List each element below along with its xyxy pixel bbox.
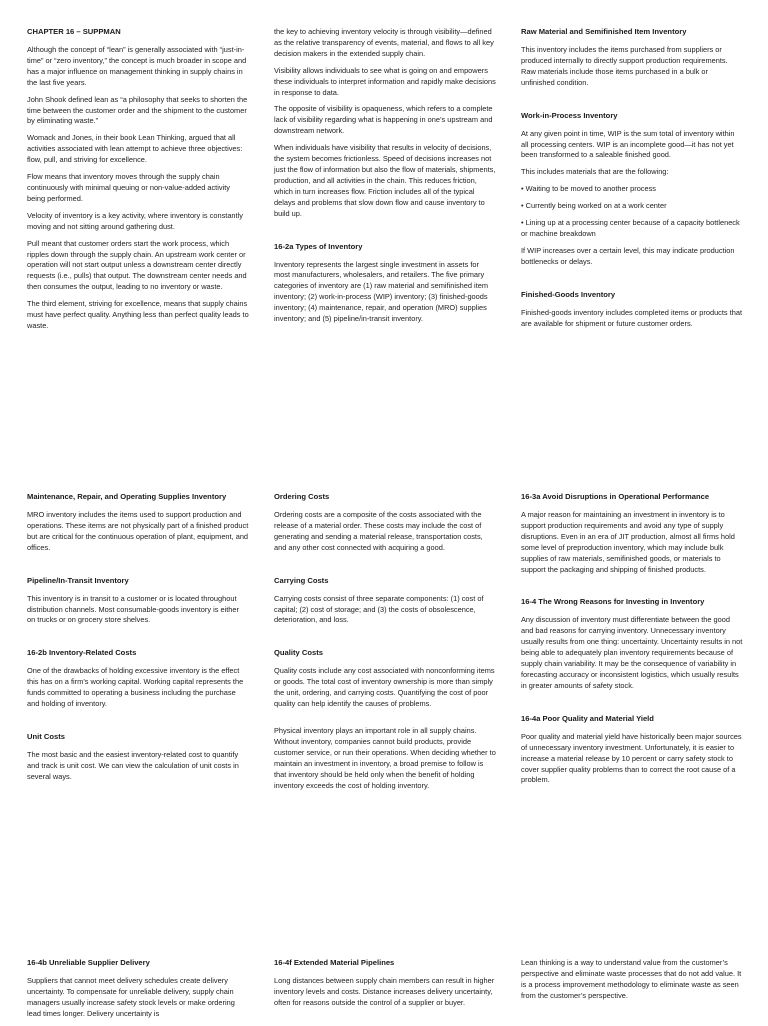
section-heading: 16-4 The Wrong Reasons for Investing in Inventory bbox=[521, 597, 705, 607]
paragraph: Lean thinking is a way to understand value from the customer’s perspective and eliminate waste processes that do not add value. It is a process improvement methodology to eliminate waste as seen from the customer’s perspective. bbox=[521, 958, 742, 1000]
section-heading: 16-4b Unreliable Supplier Delivery bbox=[27, 958, 150, 967]
bullet-item: • Lining up at a processing center because of a capacity bottleneck or machine breakdown bbox=[521, 218, 740, 238]
column-6 bbox=[521, 492, 743, 792]
section-heading: Pipeline/In-Transit Inventory bbox=[27, 575, 129, 585]
section-heading: 16-2b Inventory-Related Costs bbox=[27, 648, 137, 658]
section-heading: Ordering Costs bbox=[274, 492, 330, 501]
section-heading: Unit Costs bbox=[27, 731, 65, 741]
section-heading: Work-in-Process Inventory bbox=[521, 110, 618, 120]
section-heading: 16-4f Extended Material Pipelines bbox=[274, 958, 395, 967]
paragraph: Any discussion of inventory must differentiate between the good and bad reasons for carrying inventory. Unnecessary inventory usually results from one thing: uncertainty. Uncertainty results in not being able to adequately plan inventory requirements because of supply chain variability. It may be the consequence of variability in forecasting accuracy or inconsistent logistics, which usually results in greater amounts of safety stock. bbox=[521, 615, 743, 690]
paragraph: Inventory represents the largest single investment in assets for most manufacturers, wholesalers, and retailers. The five primary categories of inventory are (1) raw material and semifinished item inventory; (2) work-in-process (WIP) inventory; (3) finished-goods inventory; (4) maintenance, repair, and operation (MRO) supplies inventory; and (5) pipeline/in-transit inventory. bbox=[274, 259, 489, 324]
column-9 bbox=[521, 958, 743, 1008]
section-heading: Carrying Costs bbox=[274, 575, 329, 585]
paragraph: Visibility allows individuals to see what is going on and empowers these individuals to interpret information and rapidly make decisions in response to data. bbox=[274, 65, 496, 97]
paragraph: Pull meant that customer orders start the work process, which ripples down through the supply chain. An upstream work center or operation will not start output unless a downstream center directly requests (i.e., pulls) that output. The downstream center needs and then consumes the output, leading to no inventory or waste. bbox=[27, 238, 247, 292]
paragraph: This includes materials that are the following: bbox=[521, 167, 669, 177]
paragraph: Womack and Jones, in their book Lean Thinking, argued that all activities associated with lean attempt to achieve three objectives: flow, pull, and striving for excellence. bbox=[27, 133, 243, 165]
column-2 bbox=[274, 27, 496, 331]
column-7 bbox=[27, 958, 249, 1026]
bullet-item: • Waiting to be moved to another process bbox=[521, 184, 657, 194]
section-heading: 16-4a Poor Quality and Material Yield bbox=[521, 713, 654, 723]
chapter-title: CHAPTER 16 – SUPPMAN bbox=[27, 27, 121, 36]
paragraph: Although the concept of “lean” is generally associated with “just-in-time” or “zero inventory,” the concept is much broader in scope and has a major influence on management thinking in supply chains in the last five years. bbox=[27, 45, 247, 87]
section-heading: Maintenance, Repair, and Operating Supplies Inventory bbox=[27, 492, 227, 501]
bullet-item: • Currently being worked on at a work center bbox=[521, 201, 667, 211]
paragraph: Physical inventory plays an important role in all supply chains. Without inventory, companies cannot build products, provide customer service, or run their operations. When deciding whether to maintain an investment in inventory, a broad premise to follow is that inventory should be held only when the benefit of holding inventory exceeds the cost of holding inventory. bbox=[274, 725, 496, 790]
paragraph: At any given point in time, WIP is the sum total of inventory within all processing centers. WIP is an incomplete good—it has not yet been transformed to a saleable finished good. bbox=[521, 128, 735, 160]
paragraph: Suppliers that cannot meet delivery schedules create delivery uncertainty. To compensate for unreliable delivery, supply chain managers usually increase safety stock levels or make ordering lead times longer. Delivery uncertainty is bbox=[27, 976, 235, 1018]
paragraph: Finished-goods inventory includes completed items or products that are available for shipment or future customer orders. bbox=[521, 307, 743, 328]
column-1 bbox=[27, 27, 249, 338]
paragraph: Ordering costs are a composite of the costs associated with the release of a material order. These costs may include the cost of generating and sending a material release, transportation costs, and any other cost connected with acquiring a good. bbox=[274, 510, 483, 552]
paragraph: John Shook defined lean as “a philosophy that seeks to shorten the time between the customer order and the shipment to the customer by eliminating waste.” bbox=[27, 94, 248, 126]
paragraph: Quality costs include any cost associated with nonconforming items or goods. The total cost of inventory ownership is more than simply the unit, ordering, and carrying costs. Quantifying the cost of poor quality can help identify the causes of problems. bbox=[274, 666, 495, 709]
column-8 bbox=[274, 958, 496, 1015]
section-heading: Raw Material and Semifinished Item Inventory bbox=[521, 27, 687, 36]
paragraph: If WIP increases over a certain level, this may indicate production bottlenecks or delays. bbox=[521, 245, 735, 266]
section-heading: Quality Costs bbox=[274, 648, 323, 658]
section-heading: 16-3a Avoid Disruptions in Operational Performance bbox=[521, 492, 710, 501]
paragraph: This inventory is in transit to a customer or is located throughout distribution channels. Most consumable-goods inventory is either on trucks or on grocery store shelves. bbox=[27, 593, 239, 625]
paragraph: The most basic and the easiest inventory-related cost to quantify and track is unit cost. We can view the calculation of unit costs in several ways. bbox=[27, 749, 239, 781]
paragraph: A major reason for maintaining an investment in inventory is to support production requirements and avoid any type of supply disruptions. Even in an era of JIT production, almost all firms hold some level of preproduction inventory, which may include bulk supplies of raw materials, semifinished goods, or materials to support the packaging and shipping of finished products. bbox=[521, 510, 735, 574]
paragraph: Flow means that inventory moves through the supply chain continuously with minimal queuing or non-value-added activity being performed. bbox=[27, 172, 230, 203]
paragraph: Poor quality and material yield have historically been major sources of unnecessary inventory investment. Unfortunately, it is easier to increase a material release by 10 percent or carry safety stock to cover supplier quality problems than to correct the root cause of a problem. bbox=[521, 731, 742, 785]
paragraph: One of the drawbacks of holding excessive inventory is the effect this has on a firm’s working capital. Working capital represents the funds committed to operating a business including the purchase and holding of inventory. bbox=[27, 666, 244, 709]
paragraph: Carrying costs consist of three separate components: (1) cost of capital; (2) cost of storage; and (3) the costs of obsolescence, deterioration, and loss. bbox=[274, 593, 484, 625]
paragraph: the key to achieving inventory velocity is through visibility—defined as the relative transparency of events, material, and flows to all key decision makers in the extended supply chain. bbox=[274, 27, 494, 58]
paragraph: Velocity of inventory is a key activity, where inventory is constantly moving and not sitting around gathering dust. bbox=[27, 210, 243, 231]
section-heading: 16-2a Types of Inventory bbox=[274, 241, 363, 251]
paragraph: The opposite of visibility is opaqueness, which refers to a complete lack of visibility regarding what is happening in one’s upstream and downstream network. bbox=[274, 104, 493, 136]
column-5 bbox=[274, 492, 496, 797]
paragraph: Long distances between supply chain members can result in higher inventory levels and costs. Distance increases delivery uncertainty, often for reasons outside the control of a supplier or buyer. bbox=[274, 976, 495, 1007]
section-heading: Finished-Goods Inventory bbox=[521, 289, 616, 299]
paragraph: When individuals have visibility that results in velocity of decisions, the system becomes frictionless. Speed of decisions increases not just the flow of information but also the flow of materials, shipments, production, and all activities in the chain. This reduces friction, which in turn increases flow. Friction includes all of the typical delays and problems that slow down flow and cause inventory to build up. bbox=[274, 143, 496, 218]
paragraph: The third element, striving for excellence, means that supply chains must have perfect quality. Anything less than perfect quality leads to waste. bbox=[27, 299, 249, 330]
column-3 bbox=[521, 27, 743, 336]
paragraph: This inventory includes the items purchased from suppliers or produced internally to directly support production requirements. Raw materials include those items purchased in a bulk or unfinished condition. bbox=[521, 45, 728, 87]
paragraph: MRO inventory includes the items used to support production and operations. These items are not physically part of a finished product but are critical for the continuous operation of plant, equipment, and offices. bbox=[27, 510, 249, 552]
column-4 bbox=[27, 492, 249, 789]
